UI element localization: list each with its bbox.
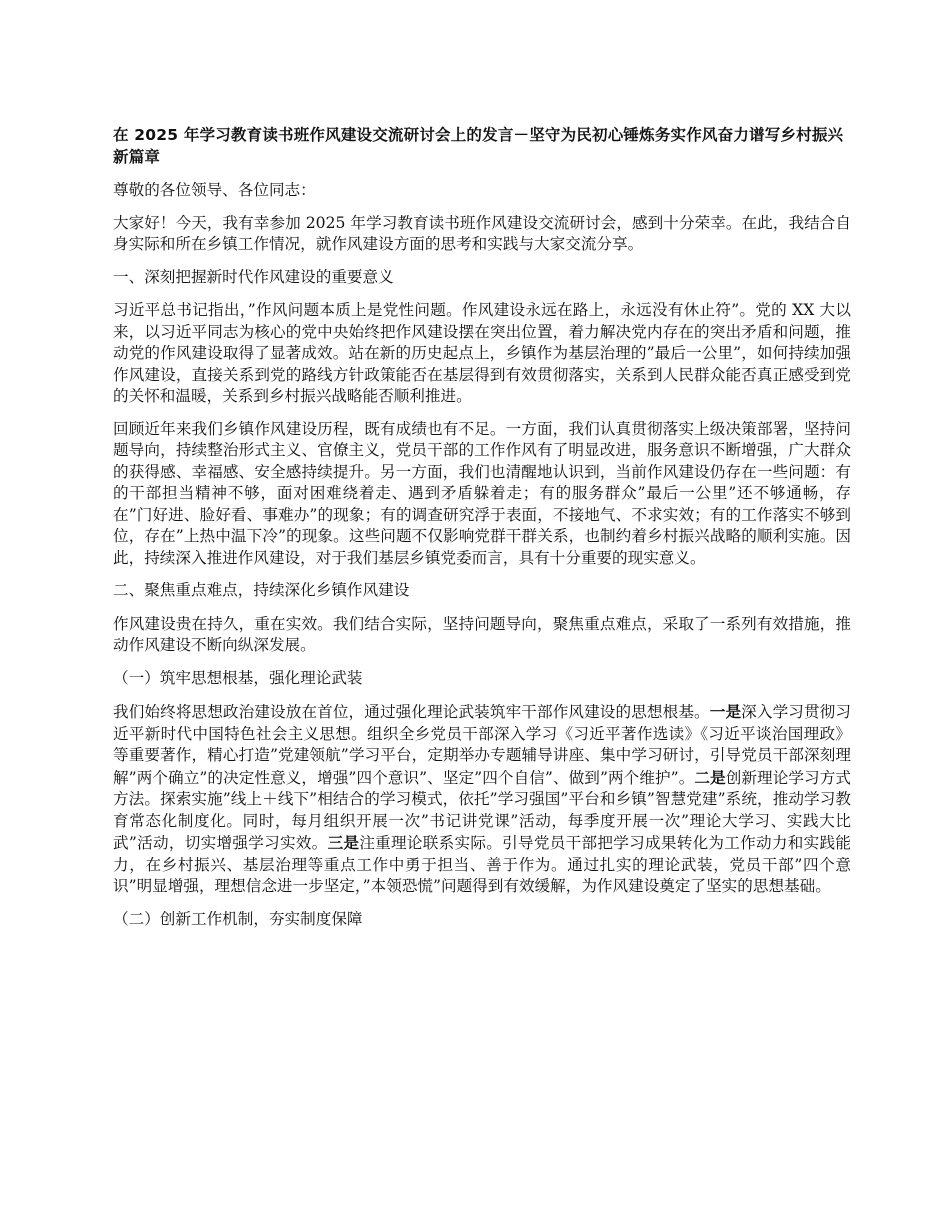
section-2-paragraph-1: 作风建设贵在持久，重在实效。我们结合实际，坚持问题导向，聚焦重点难点，采取了一系列有效措施，推动作风建设不断向纵深发展。 (113, 614, 851, 654)
subsection-1-heading: （一）筑牢思想根基，强化理论武装 (113, 668, 363, 687)
sub1-text-b: 深入学习贯彻习近平新时代中国特色社会主义思想。组织全乡党员干部深入学习《习近平著作选读》《习近平谈治国理政》等重要著作，精心打造”党建领航”学习平台，定期举办专题辅导讲座、集中学习研讨，引导党员干部深刻理解”两个确立”的决定性意义，增强”四个意识”、坚定”四个自信”、做到”两个维护”。 (113, 703, 851, 787)
subsection-2-heading: （二）创新工作机制，夯实制度保障 (113, 909, 363, 928)
sub1-bold-1: 一是 (709, 702, 742, 721)
sub1-text-a: 我们始终将思想政治建设放在首位，通过强化理论武装筑牢干部作风建设的思想根基。 (113, 703, 710, 721)
sub1-bold-2: 二是 (694, 767, 726, 787)
section-2-heading: 二、聚焦重点难点，持续深化乡镇作风建设 (113, 581, 410, 599)
section-1-paragraph-1: 习近平总书记指出，”作风问题本质上是党性问题。作风建设永远在路上，永远没有休止符”。党的 XX 大以来，以习近平同志为核心的党中央始终把作风建设摆在突出位置，着力解决党内存在的突出矛盾和问题，推动党的作风建设取得了显著成效。站在新的历史起点上，乡镇作为基层治理的”最后一公里”，如何持续加强作风建设，直接关系到党的路线方针政策能否在基层得到有效贯彻落实，关系到人民群众能否真正感受到党的关怀和温暖，关系到乡村振兴战略能否顺利推进。 (113, 301, 851, 405)
document-title: 在 2025 年学习教育读书班作风建设交流研讨会上的发言－坚守为民初心锤炼务实作风奋力谱写乡村振兴新篇章 (113, 126, 844, 166)
document-page (113, 124, 851, 942)
section-1-paragraph-2: 回顾近年来我们乡镇作风建设历程，既有成绩也有不足。一方面，我们认真贯彻落实上级决策部署，坚持问题导向，持续整治形式主义、官僚主义，党员干部的工作作风有了明显改进，服务意识不断增强，广大群众的获得感、幸福感、安全感持续提升。另一方面，我们也清醒地认识到，当前作风建设仍存在一些问题：有的干部担当精神不够，面对困难绕着走、遇到矛盾躲着走；有的服务群众”最后一公里”还不够通畅，存在”门好进、脸好看、事难办”的现象；有的调查研究浮于表面，不接地气、不求实效；有的工作落实不够到位，存在”上热中温下冷”的现象。这些问题不仅影响党群干群关系，也制约着乡村振兴战略的顺利实施。因此，持续深入推进作风建设，对于我们基层乡镇党委而言，具有十分重要的现实意义。 (113, 419, 851, 567)
intro-paragraph: 大家好！今天，我有幸参加 2025 年学习教育读书班作风建设交流研讨会，感到十分荣幸。在此，我结合自身实际和所在乡镇工作情况，就作风建设方面的思考和实践与大家交流分享。 (113, 213, 851, 253)
sub1-bold-3: 三是 (327, 833, 360, 852)
subsection-1-paragraph (113, 701, 851, 898)
salutation: 尊敬的各位领导、各位同志： (113, 181, 316, 199)
sub1-text-d: 注重理论联系实际。引导党员干部把学习成果转化为工作动力和实践能力，在乡村振兴、基层治理等重点工作中勇于担当、善于作为。通过扎实的理论武装，党员干部”四个意识”明显增强，理想信念进一步坚定，”本领恐慌”问题得到有效缓解，为作风建设奠定了坚实的思想基础。 (113, 834, 851, 895)
sub1-text-c: 创新理论学习方式方法。探索实施”线上＋线下”相结合的学习模式，依托”学习强国”平台和乡镇”智慧党建”系统，推动学习教育常态化制度化。同时，每月组织开展一次”书记讲党课”活动，每季度开展一次”理论大学习、实践大比武”活动，切实增强学习实效。 (113, 768, 851, 852)
section-1-heading: 一、深刻把握新时代作风建设的重要意义 (113, 267, 394, 286)
